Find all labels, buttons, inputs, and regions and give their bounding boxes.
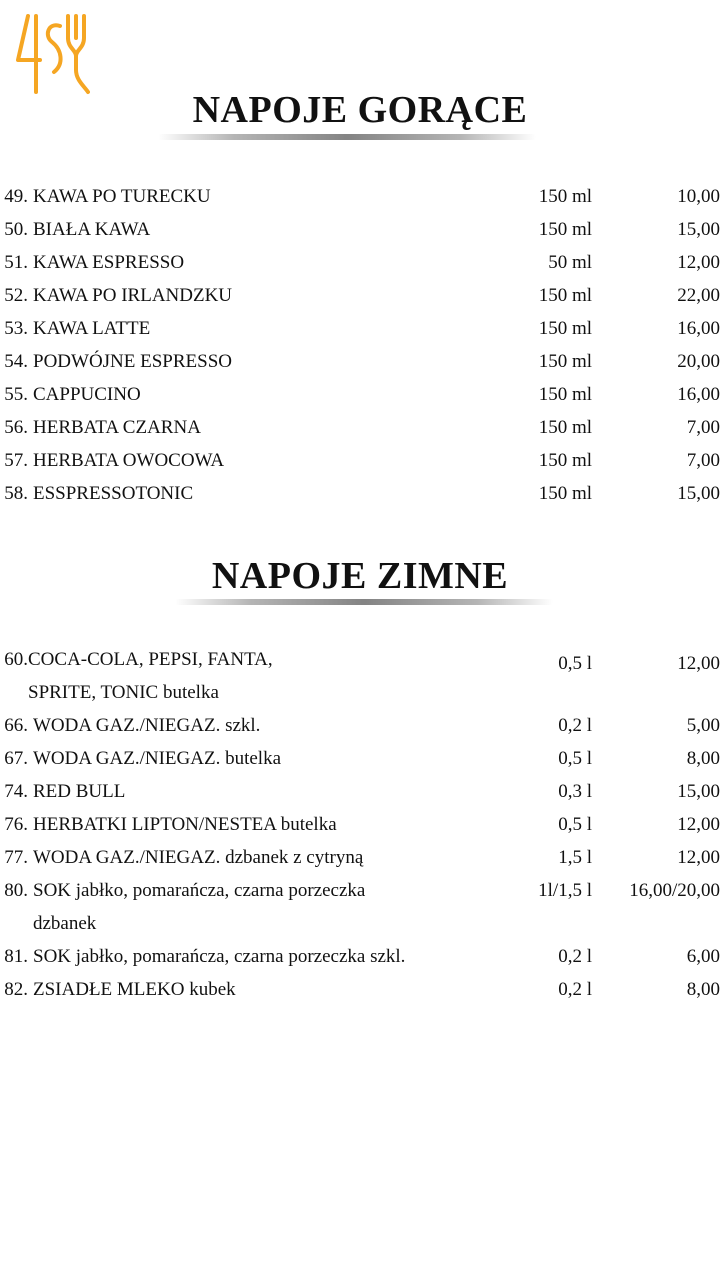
list-item bbox=[0, 874, 720, 940]
item-size: 0,5 l bbox=[558, 748, 592, 769]
item-name-line2: dzbanek bbox=[33, 913, 97, 934]
list-item bbox=[0, 411, 720, 444]
item-name: ESSPRESSOTONIC bbox=[33, 483, 194, 504]
item-name: BIAŁA KAWA bbox=[33, 219, 151, 240]
item-number: 77. bbox=[4, 847, 28, 868]
item-size: 150 ml bbox=[538, 285, 592, 306]
list-item bbox=[0, 775, 720, 808]
item-number: 50. bbox=[4, 219, 28, 240]
list-item bbox=[0, 246, 720, 279]
item-size: 0,3 l bbox=[558, 781, 592, 802]
item-size: 150 ml bbox=[538, 186, 592, 207]
item-size: 1,5 l bbox=[558, 847, 592, 868]
list-item bbox=[0, 940, 720, 973]
item-name: CAPPUCINO bbox=[33, 384, 141, 405]
list-item bbox=[0, 808, 720, 841]
item-name: WODA GAZ./NIEGAZ. dzbanek z cytryną bbox=[33, 847, 364, 868]
item-number: 81. bbox=[4, 946, 28, 967]
cold-title-underline bbox=[175, 599, 553, 605]
item-name: KAWA PO TURECKU bbox=[33, 186, 211, 207]
item-name: SOK jabłko, pomarańcza, czarna porzeczka szkl. bbox=[33, 946, 406, 967]
item-name-line2: SPRITE, TONIC butelka bbox=[28, 682, 219, 703]
item-number: 51. bbox=[4, 252, 28, 273]
item-price: 8,00 bbox=[686, 979, 720, 1000]
item-size: 150 ml bbox=[538, 219, 592, 240]
item-price: 12,00 bbox=[677, 653, 720, 674]
list-item bbox=[0, 643, 720, 709]
item-price: 15,00 bbox=[677, 781, 720, 802]
item-name-line1: COCA-COLA, PEPSI, FANTA, bbox=[28, 649, 273, 670]
item-price: 15,00 bbox=[677, 483, 720, 504]
item-price: 7,00 bbox=[686, 450, 720, 471]
list-item bbox=[0, 213, 720, 246]
item-price: 7,00 bbox=[686, 417, 720, 438]
item-number: 58. bbox=[4, 483, 28, 504]
list-item bbox=[0, 841, 720, 874]
item-number: 74. bbox=[4, 781, 28, 802]
item-price: 8,00 bbox=[686, 748, 720, 769]
list-item bbox=[0, 378, 720, 411]
item-size: 150 ml bbox=[538, 318, 592, 339]
list-item bbox=[0, 444, 720, 477]
item-number: 57. bbox=[4, 450, 28, 471]
item-price: 12,00 bbox=[677, 814, 720, 835]
item-size: 150 ml bbox=[538, 351, 592, 372]
item-size: 150 ml bbox=[538, 417, 592, 438]
hot-drinks-list bbox=[0, 180, 720, 510]
list-item bbox=[0, 345, 720, 378]
item-name-line1: SOK jabłko, pomarańcza, czarna porzeczka bbox=[33, 880, 366, 901]
item-number: 67. bbox=[4, 748, 28, 769]
item-number: 56. bbox=[4, 417, 28, 438]
item-size: 150 ml bbox=[538, 483, 592, 504]
item-price: 12,00 bbox=[677, 252, 720, 273]
list-item bbox=[0, 709, 720, 742]
item-name bbox=[33, 874, 365, 940]
hot-drinks-title: NAPOJE GORĄCE bbox=[192, 89, 528, 131]
item-size: 0,5 l bbox=[558, 814, 592, 835]
item-size: 50 ml bbox=[548, 252, 592, 273]
item-size: 1l/1,5 l bbox=[538, 880, 592, 901]
item-price: 20,00 bbox=[677, 351, 720, 372]
item-size: 150 ml bbox=[538, 450, 592, 471]
item-size: 0,2 l bbox=[558, 946, 592, 967]
item-name: KAWA PO IRLANDZKU bbox=[33, 285, 233, 306]
list-item bbox=[0, 279, 720, 312]
item-number: 76. bbox=[4, 814, 28, 835]
item-number: 54. bbox=[4, 351, 28, 372]
restaurant-fork-logo-icon bbox=[14, 12, 90, 96]
item-price: 16,00 bbox=[677, 318, 720, 339]
list-item bbox=[0, 180, 720, 213]
item-name: HERBATKI LIPTON/NESTEA butelka bbox=[33, 814, 337, 835]
item-name: KAWA ESPRESSO bbox=[33, 252, 185, 273]
list-item bbox=[0, 742, 720, 775]
item-number: 55. bbox=[4, 384, 28, 405]
item-name: KAWA LATTE bbox=[33, 318, 151, 339]
item-name: ZSIADŁE MLEKO kubek bbox=[33, 979, 236, 1000]
item-price: 10,00 bbox=[677, 186, 720, 207]
item-size: 150 ml bbox=[538, 384, 592, 405]
list-item bbox=[0, 973, 720, 1006]
item-price: 16,00/20,00 bbox=[629, 880, 720, 901]
item-price: 12,00 bbox=[677, 847, 720, 868]
item-number: 53. bbox=[4, 318, 28, 339]
item-size: 0,2 l bbox=[558, 715, 592, 736]
item-name: WODA GAZ./NIEGAZ. butelka bbox=[33, 748, 282, 769]
hot-title-underline bbox=[158, 134, 536, 140]
item-number: 66. bbox=[4, 715, 28, 736]
item-number: 49. bbox=[4, 186, 28, 207]
item-number: 80. bbox=[4, 880, 28, 901]
item-price: 22,00 bbox=[677, 285, 720, 306]
cold-drinks-title: NAPOJE ZIMNE bbox=[211, 555, 509, 597]
item-size: 0,2 l bbox=[558, 979, 592, 1000]
item-price: 6,00 bbox=[686, 946, 720, 967]
item-number: 60. bbox=[4, 649, 28, 670]
item-name: HERBATA CZARNA bbox=[33, 417, 201, 438]
cold-drinks-list bbox=[0, 643, 720, 1006]
list-item bbox=[0, 312, 720, 345]
item-price: 5,00 bbox=[686, 715, 720, 736]
item-size: 0,5 l bbox=[558, 653, 592, 674]
item-price: 15,00 bbox=[677, 219, 720, 240]
item-number: 82. bbox=[4, 979, 28, 1000]
item-name: HERBATA OWOCOWA bbox=[33, 450, 225, 471]
item-name: PODWÓJNE ESPRESSO bbox=[33, 351, 233, 372]
item-number: 52. bbox=[4, 285, 28, 306]
item-name: WODA GAZ./NIEGAZ. szkl. bbox=[33, 715, 261, 736]
item-name bbox=[28, 643, 273, 709]
item-name: RED BULL bbox=[33, 781, 126, 802]
list-item bbox=[0, 477, 720, 510]
item-price: 16,00 bbox=[677, 384, 720, 405]
